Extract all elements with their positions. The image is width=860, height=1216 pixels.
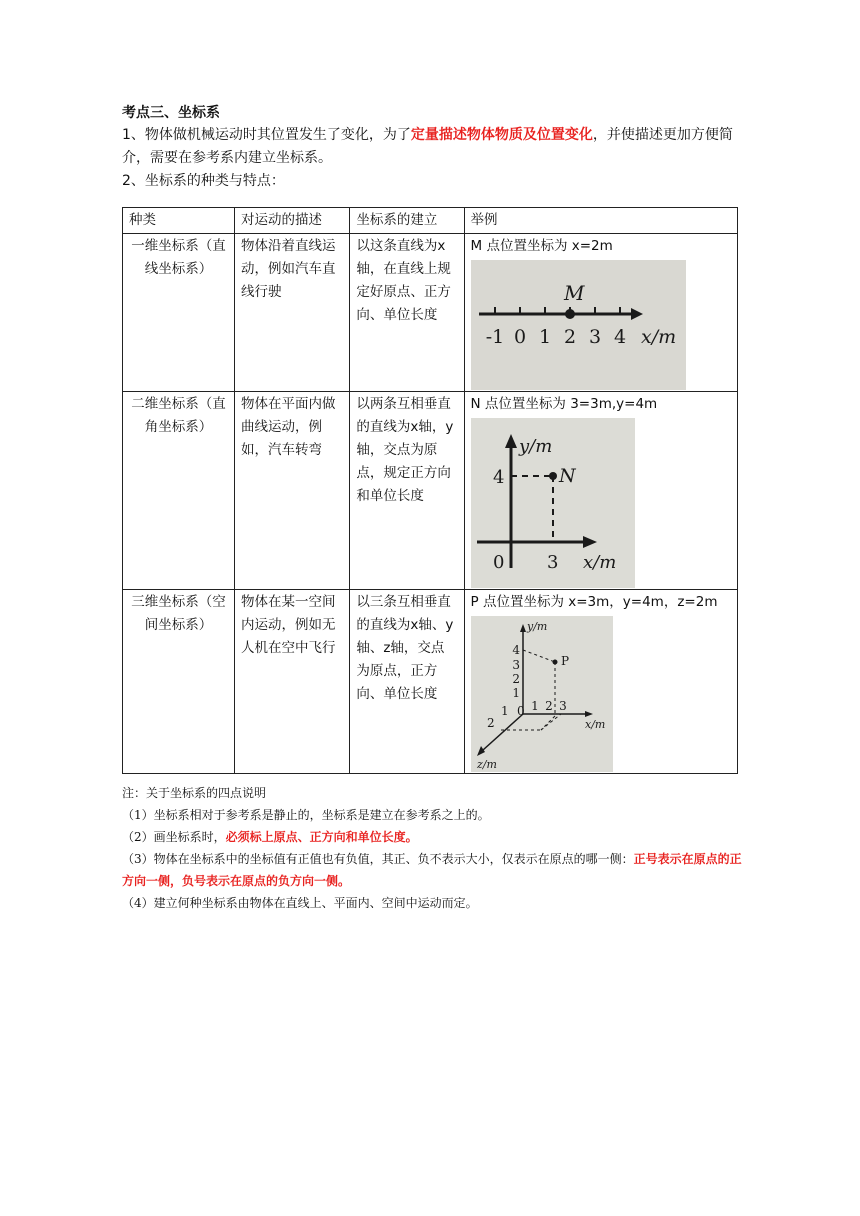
note-2-text: （2）画坐标系时， [122, 830, 226, 844]
y-axis-label: y/m [526, 620, 547, 633]
table-row [123, 392, 738, 590]
example-caption: N 点位置坐标为 3=3m,y=4m [470, 396, 658, 412]
point-n-label: N [558, 465, 576, 487]
origin-label: 0 [516, 704, 525, 718]
tick-label: 2 [563, 326, 576, 348]
header-example: 举例 [464, 208, 737, 234]
notes-section [122, 782, 742, 914]
document-body [122, 102, 742, 914]
photo-background [471, 260, 686, 390]
cell-setup: 以这条直线为x轴，在直线上规定好原点、正方向、单位长度 [350, 234, 464, 392]
y-tick-label: 2 [511, 672, 520, 686]
notes-title: 注：关于坐标系的四点说明 [122, 786, 267, 800]
p1-text-after: ，并使描述更加方便简介，需要在参考系内建立坐标系。 [122, 127, 733, 166]
tick-label: 1 [538, 326, 551, 348]
example-caption: P 点位置坐标为 x=3m，y=4m，z=2m [470, 594, 718, 610]
cell-example [464, 590, 737, 774]
p1-text-before: 1、物体做机械运动时其位置发生了变化，为了 [122, 127, 411, 143]
note-2 [122, 826, 742, 848]
x-tick-label: 2 [544, 699, 553, 713]
y-tick-label: 1 [511, 686, 520, 700]
point-m-label: M [563, 281, 585, 305]
photo-background [471, 616, 613, 772]
header-motion: 对运动的描述 [235, 208, 350, 234]
z-axis-label: z/m [476, 758, 497, 771]
paragraph-1 [122, 124, 742, 170]
cell-motion: 物体在平面内做曲线运动，例如，汽车转弯 [235, 392, 350, 590]
y-tick-label: 4 [492, 467, 504, 488]
note-1: （1）坐标系相对于参考系是静止的，坐标系是建立在参考系之上的。 [122, 808, 490, 822]
cell-type: 二维坐标系（直角坐标系） [123, 392, 235, 590]
table-row [123, 590, 738, 774]
cell-example [464, 234, 737, 392]
one-dimensional-axis-figure [471, 260, 686, 390]
point-m-dot [565, 309, 575, 319]
tick-label: 3 [588, 326, 601, 348]
y-tick-label: 4 [511, 643, 520, 657]
z-tick-label: 1 [500, 704, 509, 718]
y-tick-label: 3 [511, 658, 520, 672]
point-n-dot [549, 472, 557, 480]
point-p-label: P [560, 654, 569, 668]
p1-highlight: 定量描述物体物质及位置变化 [410, 127, 593, 143]
tick-label: 4 [613, 326, 626, 348]
x-axis-label: x/m [582, 552, 616, 573]
note-3-highlight: 正号表示在原点的正方向一侧，负号表示在原点的负方向一侧。 [122, 852, 742, 888]
section-heading: 考点三、坐标系 [122, 105, 220, 121]
cell-setup: 以两条互相垂直的直线为x轴，y轴，交点为原点，规定正方向和单位长度 [350, 392, 464, 590]
note-2-highlight: 必须标上原点、正方向和单位长度。 [225, 830, 418, 844]
header-type: 种类 [123, 208, 235, 234]
tick-label: 0 [513, 326, 526, 348]
cell-example [464, 392, 737, 590]
cell-type: 三维坐标系（空间坐标系） [123, 590, 235, 774]
note-3-text: （3）物体在坐标系中的坐标值有正值也有负值，其正、负不表示大小，仅表示在原点的哪一侧： [122, 852, 634, 866]
cell-motion: 物体在某一空间内运动，例如无人机在空中飞行 [235, 590, 350, 774]
header-setup: 坐标系的建立 [350, 208, 464, 234]
cell-motion: 物体沿着直线运动，例如汽车直线行驶 [235, 234, 350, 392]
z-tick-label: 2 [486, 716, 495, 730]
three-dimensional-axis-figure [471, 616, 613, 772]
note-3 [122, 848, 742, 892]
x-tick-label: 3 [546, 552, 558, 573]
y-axis-label: y/m [518, 436, 552, 457]
tick-label: -1 [485, 326, 504, 348]
cell-setup: 以三条互相垂直的直线为x轴、y轴、z轴，交点为原点，正方向、单位长度 [350, 590, 464, 774]
x-tick-label: 1 [530, 699, 539, 713]
coordinate-systems-table [122, 207, 738, 774]
table-header-row [123, 208, 738, 234]
table-row [123, 234, 738, 392]
point-p-dot [552, 660, 557, 665]
x-tick-label: 3 [558, 699, 567, 713]
two-dimensional-axis-figure [471, 418, 635, 588]
paragraph-2: 2、坐标系的种类与特点： [122, 173, 285, 189]
example-caption: M 点位置坐标为 x=2m [470, 238, 613, 254]
note-4: （4）建立何种坐标系由物体在直线上、平面内、空间中运动而定。 [122, 896, 478, 910]
x-axis-label: x/m [584, 718, 605, 731]
x-axis-label: x/m [640, 326, 676, 348]
cell-type: 一维坐标系（直线坐标系） [123, 234, 235, 392]
origin-label: 0 [492, 552, 504, 573]
